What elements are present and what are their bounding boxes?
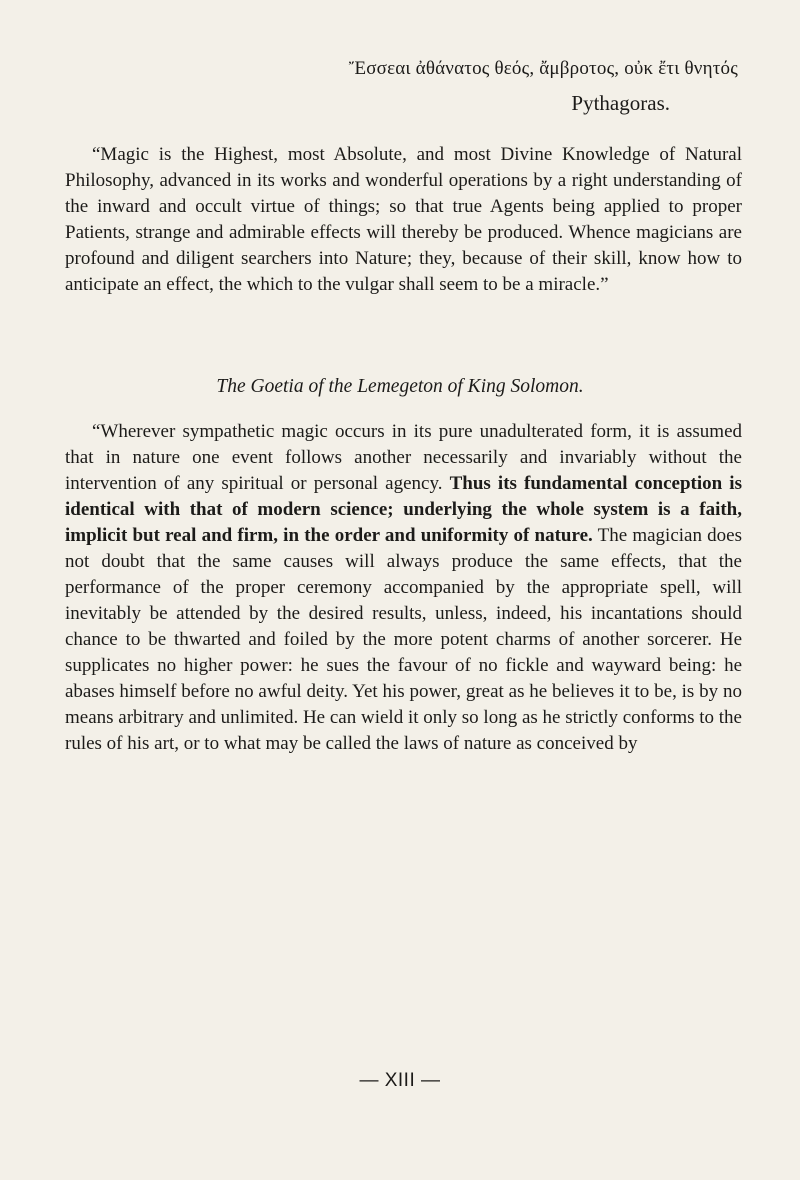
paragraph-opening: “Wherever sympathetic magic occurs in its pure unadulterated form, it is assumed that in nature one event follows another necessarily and invariably without the intervention of any spiritual or personal agency. <box>65 421 742 494</box>
bold-passage: Thus its fundamental conception is identical with that of modern science; underlying the whole system is a faith, implicit but real and firm, in the order and uniformity of nature. <box>65 473 742 546</box>
epigraph-attribution: Pythagoras. <box>571 91 670 115</box>
goetia-attribution: The Goetia of the Lemegeton of King Solomon. <box>216 376 584 397</box>
goetia-quotation: “Magic is the Highest, most Absolute, and most Divine Knowledge of Natural Philosophy, advanced in its works and wonderful operations by a right understanding of the inward and occult virtue of things; so that true Agents being applied to proper Patients, strange and admirable effects will thereby be produced. Whence magicians are profound and diligent searchers into Nature; they, because of their skill, know how to anticipate an effect, the which to the vulgar shall seem to be a miracle.” <box>65 144 742 295</box>
sympathetic-magic-paragraph <box>65 419 742 757</box>
paragraph-continuation: The magician does not doubt that the same causes will always produce the same effects, that the performance of the proper ceremony accompanied by the appropriate spell, will inevitably be attended by the desired results, unless, indeed, his incantations should chance to be thwarted and foiled by the more potent charms of another sorcerer. He supplicates no higher power: he sues the favour of no fickle and wayward being: he abases himself before no awful deity. Yet his power, great as he believes it to be, is by no means arbitrary and unlimited. He can wield it only so long as he strictly conforms to the rules of his art, or to what may be called the laws of nature as conceived by <box>65 525 742 754</box>
page-number: — XIII — <box>359 1070 441 1091</box>
greek-epigraph: Ἔσσεαι ἀθάνατος θεός, ἄμβροτος, οὐκ ἔτι θνητός <box>348 58 738 79</box>
